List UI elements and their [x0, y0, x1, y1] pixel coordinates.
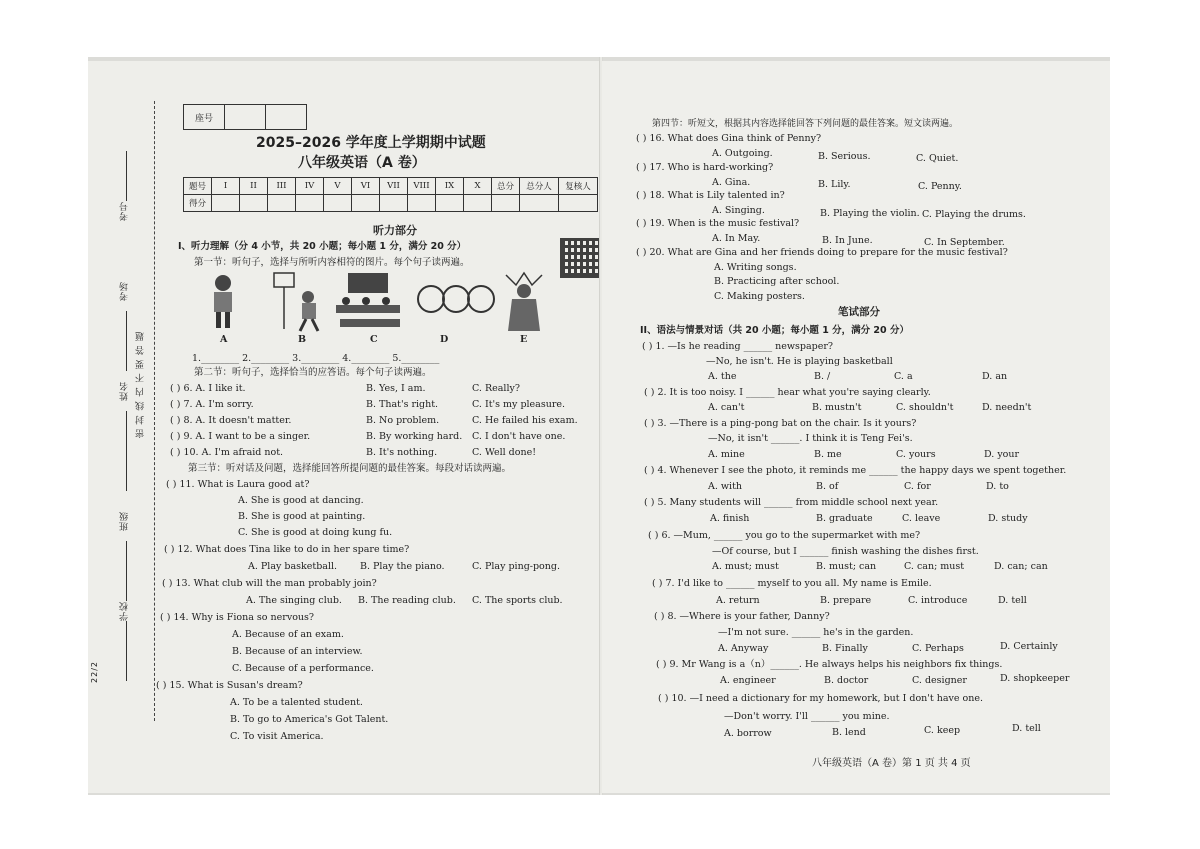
picture-label-a: A	[220, 334, 228, 345]
option[interactable]: C. It's my pleasure.	[472, 399, 566, 410]
question-text: —I'm not sure. ______ he's in the garden.	[718, 627, 914, 638]
option[interactable]: B. No problem.	[366, 415, 440, 426]
question-text: —Don't worry. I'll ______ you mine.	[724, 711, 890, 722]
option[interactable]: B. She is good at painting.	[238, 511, 366, 522]
question-8: ( ) 8. A. It doesn't matter.	[170, 415, 292, 426]
option[interactable]: C. Quiet.	[916, 153, 959, 164]
basketball-player-icon	[274, 273, 318, 331]
score-header-cell: III	[268, 178, 296, 195]
qr-code-icon[interactable]	[560, 238, 600, 278]
option[interactable]: B. That's right.	[366, 399, 439, 410]
picture-label-d: D	[440, 334, 449, 345]
option[interactable]: A. Outgoing.	[712, 148, 773, 159]
option[interactable]: C. In September.	[924, 237, 1005, 248]
question-6: ( ) 6. A. I like it.	[170, 383, 246, 394]
score-header-cell: VII	[380, 178, 408, 195]
score-header-cell: I	[212, 178, 240, 195]
option[interactable]: C. The sports club.	[472, 595, 563, 606]
score-cell[interactable]	[408, 195, 436, 212]
option[interactable]: D. needn't	[982, 402, 1032, 413]
score-cell[interactable]	[240, 195, 268, 212]
question-13: ( ) 13. What club will the man probably join?	[162, 578, 377, 589]
margin-blank-line	[126, 151, 127, 201]
left-page	[88, 61, 601, 793]
option[interactable]: B. Playing the violin.	[820, 208, 920, 219]
question-17: ( ) 17. Who is hard-working?	[636, 162, 774, 173]
question-15: ( ) 15. What is Susan's dream?	[156, 680, 303, 691]
option[interactable]: A. mine	[708, 449, 745, 460]
option[interactable]: C. Well done!	[472, 447, 537, 458]
option[interactable]: C. designer	[912, 675, 967, 686]
option[interactable]: C. He failed his exam.	[472, 415, 578, 426]
question-5: ( ) 5. Many students will ______ from middle school next year.	[644, 497, 939, 508]
question-text: —Of course, but I ______ finish washing the dishes first.	[712, 546, 979, 557]
picture-label-c: C	[370, 334, 378, 345]
option[interactable]: B. Lily.	[818, 179, 851, 190]
score-value-row	[184, 195, 598, 212]
score-cell[interactable]	[296, 195, 324, 212]
question-7: ( ) 7. I'd like to ______ myself to you all. My name is Emile.	[652, 578, 932, 589]
option[interactable]: B. graduate	[816, 513, 873, 524]
score-cell[interactable]	[380, 195, 408, 212]
option[interactable]: A. the	[708, 371, 737, 382]
option[interactable]: A. Singing.	[712, 205, 765, 216]
option[interactable]: B. prepare	[820, 595, 872, 606]
option[interactable]: B. By working hard.	[366, 431, 463, 442]
score-cell[interactable]	[324, 195, 352, 212]
answer-blanks-1-5[interactable]: 1.________ 2.________ 3.________ 4.________ 5.________	[192, 353, 440, 364]
option[interactable]: A. In May.	[712, 233, 761, 244]
option[interactable]: B. lend	[832, 727, 866, 738]
option[interactable]: B. To go to America's Got Talent.	[230, 714, 389, 725]
option[interactable]: A. The singing club.	[246, 595, 342, 606]
picture-label-e: E	[520, 334, 528, 345]
option[interactable]: D. tell	[1012, 723, 1041, 734]
option[interactable]: C. She is good at doing kung fu.	[238, 527, 393, 538]
option[interactable]: B. /	[814, 371, 831, 382]
score-header-cell: V	[324, 178, 352, 195]
score-cell[interactable]	[436, 195, 464, 212]
question-9: ( ) 9. A. I want to be a singer.	[170, 431, 311, 442]
margin-blank-line	[126, 541, 127, 601]
option[interactable]: A. can't	[708, 402, 745, 413]
option[interactable]: D. study	[988, 513, 1028, 524]
option[interactable]: C. Making posters.	[714, 291, 805, 302]
option[interactable]: D. to	[986, 481, 1009, 492]
score-cell[interactable]	[268, 195, 296, 212]
option[interactable]: D. your	[984, 449, 1020, 460]
score-header-row	[184, 178, 598, 195]
question-14: ( ) 14. Why is Fiona so nervous?	[160, 612, 315, 623]
option[interactable]: C. I don't have one.	[472, 431, 566, 442]
option[interactable]: B. It's nothing.	[366, 447, 438, 458]
option[interactable]: A. Writing songs.	[714, 262, 797, 273]
option[interactable]: C. leave	[902, 513, 941, 524]
question-4: ( ) 4. Whenever I see the photo, it reminds me ______ the happy days we spent together.	[644, 465, 1067, 476]
margin-blank-line	[126, 621, 127, 681]
score-header-cell: 题号	[184, 178, 212, 195]
exam-subtitle: 八年级英语（A 卷）	[298, 155, 426, 171]
section-4-instruction: 第四节：听短文，根据其内容选择能回答下列问题的最佳答案。短文读两遍。	[652, 119, 959, 129]
option[interactable]: C. yours	[896, 449, 936, 460]
question-1: ( ) 1. —Is he reading ______ newspaper?	[642, 341, 833, 352]
olympic-rings-icon	[418, 286, 494, 312]
score-table	[183, 177, 598, 212]
score-header-cell: VIII	[408, 178, 436, 195]
score-header-cell: 总分人	[520, 178, 559, 195]
question-10: ( ) 10. A. I'm afraid not.	[170, 447, 284, 458]
option[interactable]: B. Yes, I am.	[366, 383, 426, 394]
option[interactable]: B. me	[814, 449, 842, 460]
option[interactable]: C. Because of a performance.	[232, 663, 374, 674]
exam-title: 2025–2026 学年度上学期期中试题	[256, 135, 486, 151]
option[interactable]: C. Playing the drums.	[922, 209, 1026, 220]
score-header-cell: 总分	[492, 178, 520, 195]
option[interactable]: A. with	[708, 481, 743, 492]
score-header-cell: X	[464, 178, 492, 195]
question-16: ( ) 16. What does Gina think of Penny?	[636, 133, 822, 144]
section-heading-writing: 笔试部分	[838, 306, 880, 318]
question-7: ( ) 7. A. I'm sorry.	[170, 399, 254, 410]
question-text: —No, it isn't ______. I think it is Teng Fei's.	[708, 433, 913, 444]
page-footer: 八年级英语（A 卷）第 1 页 共 4 页	[812, 758, 971, 769]
option[interactable]: C. Penny.	[918, 181, 962, 192]
score-cell[interactable]	[520, 195, 559, 212]
opera-figure-icon	[506, 273, 542, 331]
question-18: ( ) 18. What is Lily talented in?	[636, 190, 785, 201]
option[interactable]: A. Because of an exam.	[232, 629, 344, 640]
score-header-cell: 复核人	[559, 178, 598, 195]
option[interactable]: C. can; must	[904, 561, 965, 572]
binding-dashed-line	[154, 101, 155, 721]
score-header-cell: IX	[436, 178, 464, 195]
seat-number-box	[183, 104, 307, 130]
option[interactable]: A. must; must	[712, 561, 779, 572]
option[interactable]: B. Practicing after school.	[714, 276, 840, 287]
question-10: ( ) 10. —I need a dictionary for my homework, but I don't have one.	[658, 693, 984, 704]
option[interactable]: C. for	[904, 481, 931, 492]
margin-label-class: 班级	[120, 511, 130, 531]
option[interactable]: A. Gina.	[712, 177, 751, 188]
question-9: ( ) 9. Mr Wang is a（n）______. He always helps his neighbors fix things.	[656, 659, 1003, 670]
question-text: —No, he isn't. He is playing basketball	[706, 356, 893, 367]
option[interactable]: B. Play the piano.	[360, 561, 445, 572]
option[interactable]: D. Certainly	[1000, 641, 1058, 652]
boy-standing-icon	[214, 275, 232, 328]
seat-number-cell[interactable]	[266, 105, 306, 129]
option[interactable]: A. Anyway	[718, 643, 769, 654]
option[interactable]: A. return	[716, 595, 760, 606]
option[interactable]: D. shopkeeper	[1000, 673, 1070, 684]
margin-blank-line	[126, 311, 127, 371]
picture-row	[206, 269, 546, 335]
option[interactable]: B. Serious.	[818, 151, 871, 162]
option[interactable]: C. Play ping-pong.	[472, 561, 561, 572]
section-1-instruction: 第一节：听句子，选择与所听内容相符的图片。每个句子读两遍。	[194, 257, 470, 268]
classroom-icon	[336, 273, 400, 327]
question-6: ( ) 6. —Mum, ______ you go to the supermarket with me?	[648, 530, 921, 541]
option[interactable]: C. Really?	[472, 383, 520, 394]
margin-corner-mark: 22/2	[90, 661, 99, 683]
option[interactable]: A. Play basketball.	[248, 561, 338, 572]
option[interactable]: B. of	[816, 481, 839, 492]
option[interactable]: A. To be a talented student.	[230, 697, 363, 708]
margin-warning: 密 封 线 内 不 要 答 题	[136, 331, 146, 439]
option[interactable]: A. She is good at dancing.	[238, 495, 364, 506]
question-12: ( ) 12. What does Tina like to do in her spare time?	[164, 544, 410, 555]
question-20: ( ) 20. What are Gina and her friends doing to prepare for the music festival?	[636, 247, 1008, 258]
score-cell[interactable]	[352, 195, 380, 212]
margin-label-school: 学校	[120, 601, 130, 621]
margin-label-exam-number: 考号	[120, 201, 130, 221]
score-cell[interactable]	[212, 195, 240, 212]
option[interactable]: B. Finally	[822, 643, 868, 654]
margin-blank-line	[126, 411, 127, 491]
question-8: ( ) 8. —Where is your father, Danny?	[654, 611, 830, 622]
part-one-heading: I、听力理解（分 4 小节，共 20 小题；每小题 1 分，满分 20 分）	[178, 241, 467, 252]
option[interactable]: C. introduce	[908, 595, 968, 606]
option[interactable]: D. an	[982, 371, 1008, 382]
score-row-label: 得分	[184, 195, 212, 212]
score-cell[interactable]	[492, 195, 520, 212]
option[interactable]: C. keep	[924, 725, 961, 736]
section-heading-listening: 听力部分	[373, 224, 417, 237]
option[interactable]: B. In June.	[822, 235, 873, 246]
option[interactable]: A. borrow	[724, 728, 772, 739]
score-header-cell: VI	[352, 178, 380, 195]
question-2: ( ) 2. It is too noisy. I ______ hear what you're saying clearly.	[644, 387, 931, 398]
option[interactable]: A. finish	[710, 513, 750, 524]
picture-label-b: B	[298, 334, 307, 345]
option[interactable]: D. tell	[998, 595, 1027, 606]
section-2-instruction: 第二节：听句子，选择恰当的应答语。每个句子读两遍。	[194, 367, 432, 378]
question-19: ( ) 19. When is the music festival?	[636, 218, 800, 229]
right-page	[602, 61, 1110, 793]
section-3-instruction: 第三节：听对话及问题，选择能回答所提问题的最佳答案。每段对话读两遍。	[188, 463, 512, 474]
option[interactable]: C. Perhaps	[912, 643, 964, 654]
seat-number-cell[interactable]	[225, 105, 266, 129]
score-cell[interactable]	[464, 195, 492, 212]
option[interactable]: B. The reading club.	[358, 595, 456, 606]
margin-label-name: 姓名	[120, 381, 130, 401]
option[interactable]: B. must; can	[816, 561, 877, 572]
option[interactable]: C. shouldn't	[896, 402, 954, 413]
option[interactable]: C. To visit America.	[230, 731, 324, 742]
option[interactable]: B. Because of an interview.	[232, 646, 363, 657]
score-header-cell: IV	[296, 178, 324, 195]
question-11: ( ) 11. What is Laura good at?	[166, 479, 310, 490]
score-cell[interactable]	[559, 195, 598, 212]
margin-label-exam-room: 考场	[120, 281, 130, 301]
option[interactable]: B. doctor	[824, 675, 869, 686]
part-two-heading: II、语法与情景对话（共 20 小题；每小题 1 分，满分 20 分）	[640, 325, 909, 336]
seat-number-label: 座号	[184, 105, 225, 129]
option[interactable]: B. mustn't	[812, 402, 862, 413]
option[interactable]: D. can; can	[994, 561, 1048, 572]
photo-of-exam-paper	[88, 57, 1110, 795]
score-header-cell: II	[240, 178, 268, 195]
option[interactable]: A. engineer	[720, 675, 776, 686]
question-3: ( ) 3. —There is a ping-pong bat on the chair. Is it yours?	[644, 418, 917, 429]
option[interactable]: C. a	[894, 371, 913, 382]
